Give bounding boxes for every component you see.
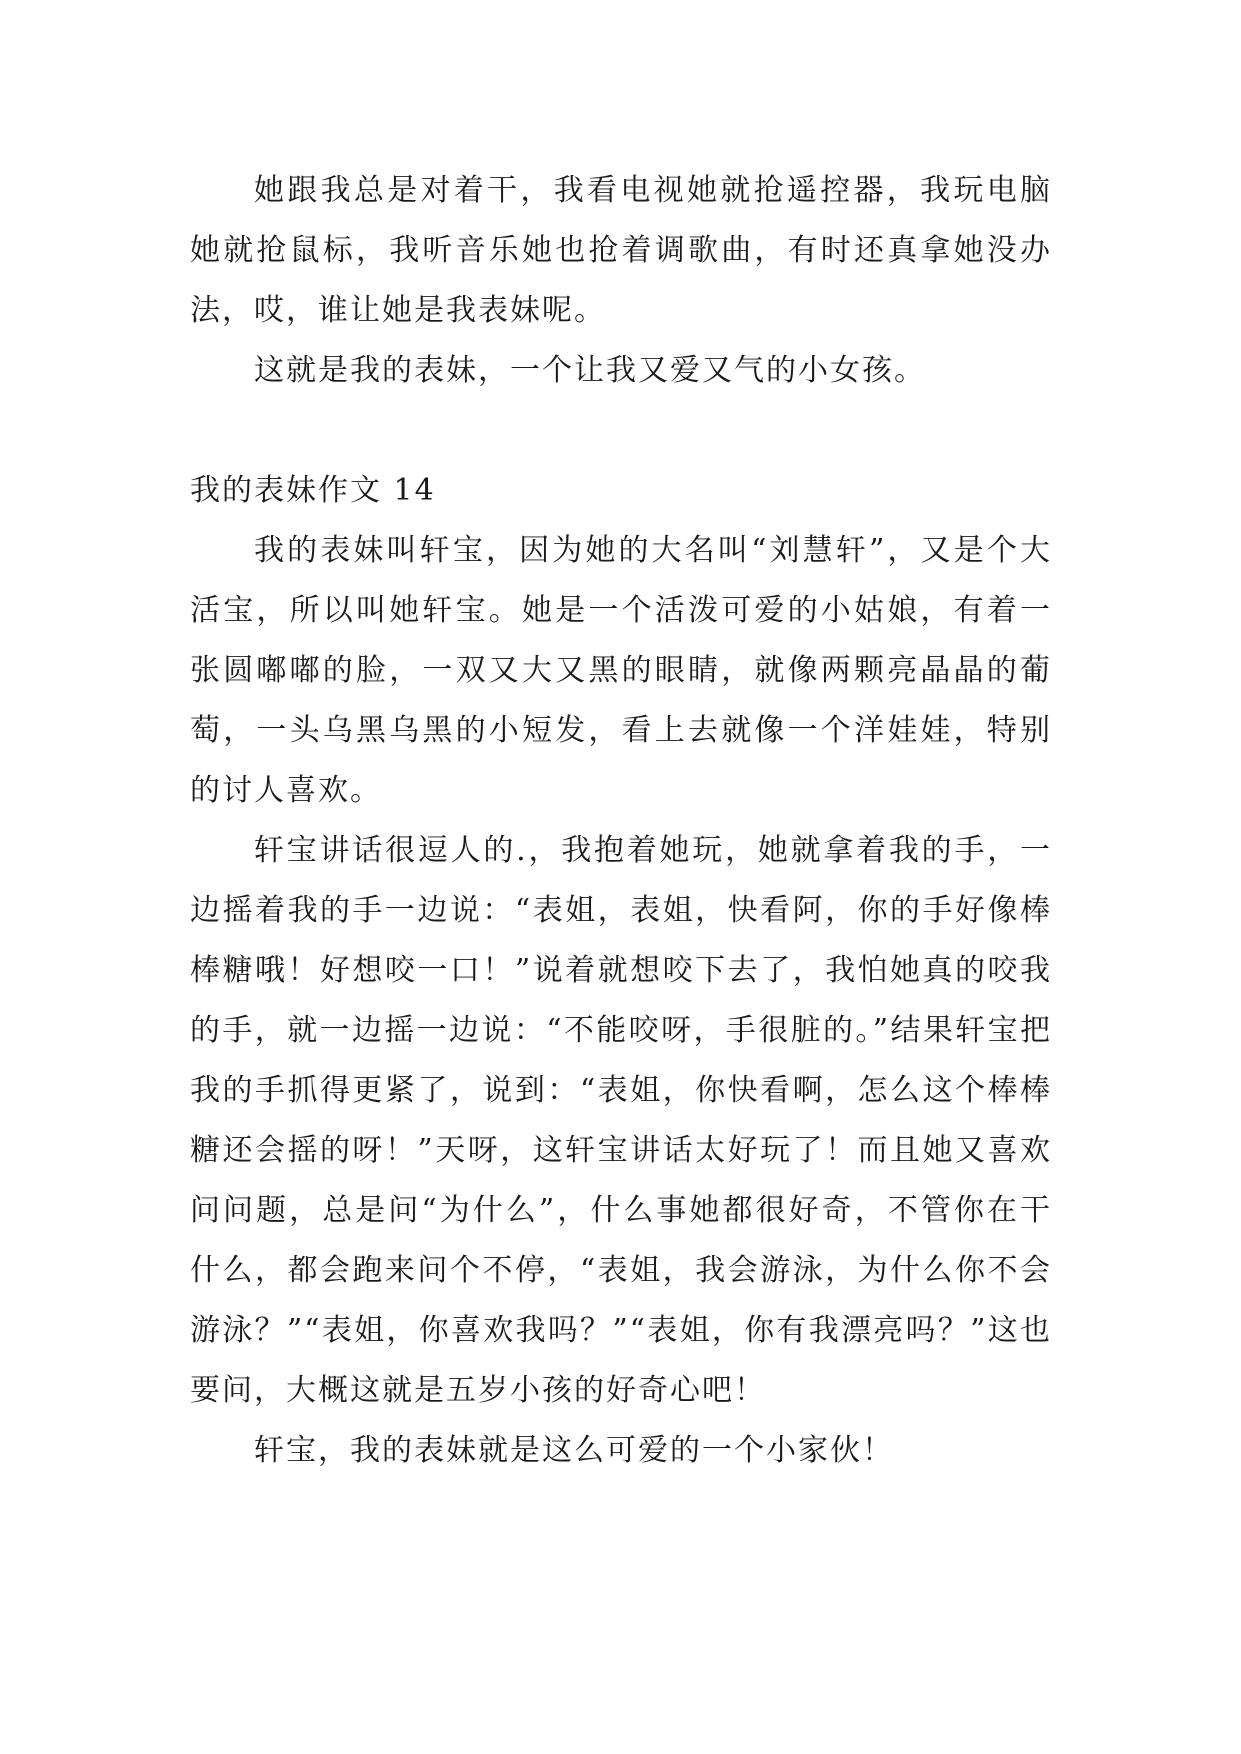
paragraph-introduction: 我的表妹叫轩宝，因为她的大名叫“刘慧轩”，又是个大活宝，所以叫她轩宝。她是一个活泼可爱的小姑娘，有着一张圆嘟嘟的脸，一双又大又黑的眼睛，就像两颗亮晶晶的葡萄，一头乌黑乌黑的小短发，看上去就像一个洋娃娃，特别的讨人喜欢。	[190, 533, 1052, 808]
paragraph-anecdote: 轩宝讲话很逗人的.，我抱着她玩，她就拿着我的手，一边摇着我的手一边说：“表姐，表姐，快看阿，你的手好像棒棒糖哦！好想咬一口！”说着就想咬下去了，我怕她真的咬我的手，就一边摇一边说：“不能咬呀，手很脏的。”结果轩宝把我的手抓得更紧了，说到：“表姐，你快看啊，怎么这个棒棒糖还会摇的呀！”天呀，这轩宝讲话太好玩了！而且她又喜欢问问题，总是问“为什么”，什么事她都很好奇，不管你在干什么，都会跑来问个不停，“表姐，我会游泳，为什么你不会游泳？”“表姐，你喜欢我吗？”“表姐，你有我漂亮吗？”这也要问，大概这就是五岁小孩的好奇心吧！	[190, 833, 1052, 1408]
section-spacer	[190, 401, 1052, 461]
paragraph-summary: 这就是我的表妹，一个让我又爱又气的小女孩。	[254, 353, 926, 388]
paragraph-conclusion: 轩宝，我的表妹就是这么可爱的一个小家伙！	[254, 1433, 894, 1468]
document-body	[190, 161, 1052, 1481]
paragraph-sister-conflict: 她跟我总是对着干，我看电视她就抢遥控器，我玩电脑她就抢鼠标，我听音乐她也抢着调歌曲，有时还真拿她没办法，哎，谁让她是我表妹呢。	[190, 173, 1052, 328]
section-title: 我的表妹作文 14	[190, 473, 436, 508]
